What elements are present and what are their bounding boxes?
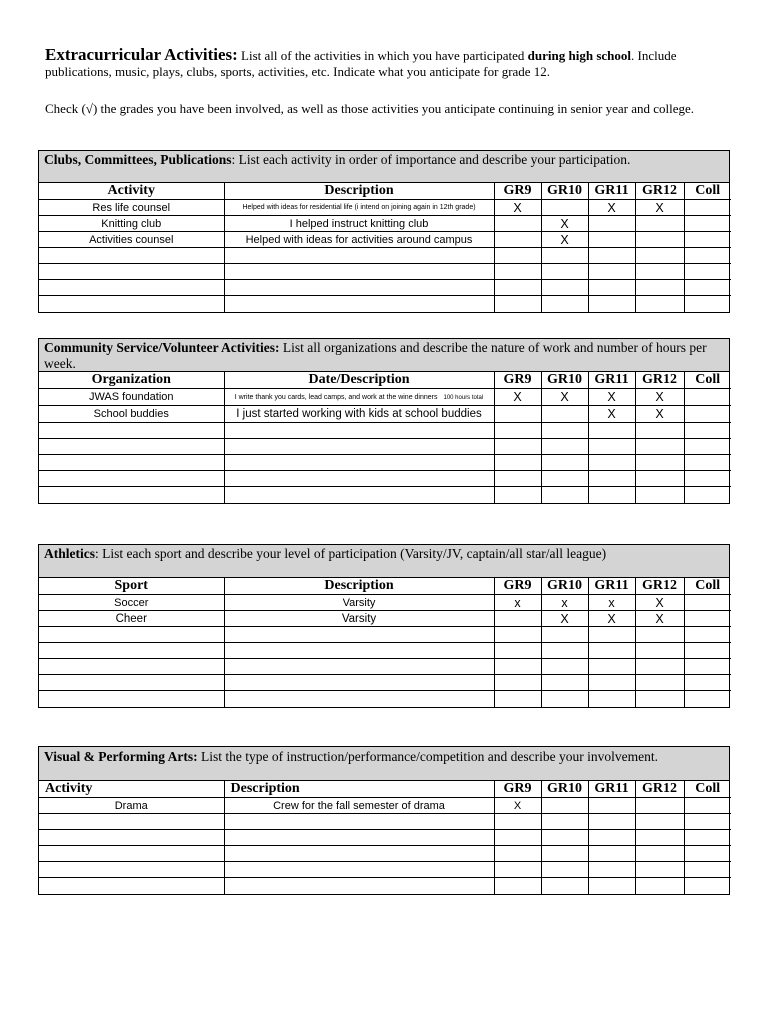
gr10-cell[interactable] — [541, 487, 588, 503]
description-cell[interactable] — [224, 814, 494, 830]
table-row — [39, 264, 731, 280]
check-text-a: Check ( — [45, 101, 86, 116]
gr12-cell[interactable] — [635, 659, 684, 675]
gr12-cell[interactable] — [635, 846, 684, 862]
col-description: Description — [224, 183, 494, 200]
coll-cell[interactable] — [684, 846, 731, 862]
gr9-cell[interactable] — [494, 455, 541, 471]
gr11-cell[interactable] — [588, 659, 635, 675]
athletics-header-row — [39, 578, 731, 595]
organization-cell[interactable]: School buddies — [39, 406, 224, 423]
gr11-cell[interactable]: X — [588, 611, 635, 627]
description-cell[interactable] — [224, 389, 494, 406]
gr11-cell[interactable] — [588, 296, 635, 312]
gr9-cell[interactable] — [494, 439, 541, 455]
gr10-cell[interactable] — [541, 675, 588, 691]
gr10-cell[interactable] — [541, 471, 588, 487]
gr10-cell[interactable] — [541, 798, 588, 814]
gr12-cell[interactable] — [635, 814, 684, 830]
gr9-cell[interactable] — [494, 675, 541, 691]
gr10-cell[interactable] — [541, 830, 588, 846]
gr12-cell[interactable] — [635, 643, 684, 659]
table-row — [39, 296, 731, 312]
sport-cell[interactable] — [39, 627, 224, 643]
coll-cell[interactable] — [684, 232, 731, 248]
coll-cell[interactable] — [684, 659, 731, 675]
gr11-cell[interactable] — [588, 280, 635, 296]
activity-cell[interactable] — [39, 248, 224, 264]
gr9-cell[interactable] — [494, 659, 541, 675]
description-cell[interactable] — [224, 878, 494, 894]
gr12-cell[interactable] — [635, 471, 684, 487]
coll-cell[interactable] — [684, 643, 731, 659]
coll-cell[interactable] — [684, 862, 731, 878]
gr12-cell[interactable]: X — [635, 611, 684, 627]
coll-cell[interactable] — [684, 611, 731, 627]
sport-cell[interactable]: Cheer — [39, 611, 224, 627]
col-gr9: GR9 — [494, 578, 541, 595]
gr9-cell[interactable] — [494, 296, 541, 312]
community-title: Community Service/Volunteer Activities: — [44, 340, 280, 355]
gr10-cell[interactable] — [541, 200, 588, 216]
gr9-cell[interactable] — [494, 280, 541, 296]
gr9-cell[interactable] — [494, 423, 541, 439]
check-instructions — [45, 101, 735, 117]
clubs-instruction: : List each activity in order of importance and describe your participation. — [231, 152, 631, 167]
gr12-cell[interactable] — [635, 232, 684, 248]
table-row — [39, 798, 731, 814]
col-gr11: GR11 — [588, 578, 635, 595]
activity-cell[interactable]: Knitting club — [39, 216, 224, 232]
gr10-cell[interactable] — [541, 627, 588, 643]
gr11-cell[interactable] — [588, 455, 635, 471]
gr10-cell[interactable]: X — [541, 232, 588, 248]
clubs-section — [38, 150, 730, 313]
coll-cell[interactable] — [684, 471, 731, 487]
col-activity: Activity — [39, 781, 224, 798]
coll-cell[interactable] — [684, 389, 731, 406]
arts-title: Visual & Performing Arts: — [44, 749, 198, 764]
col-sport: Sport — [39, 578, 224, 595]
gr9-cell[interactable] — [494, 216, 541, 232]
gr11-cell[interactable]: x — [588, 595, 635, 611]
athletics-header — [39, 545, 729, 578]
gr10-cell[interactable]: x — [541, 595, 588, 611]
gr11-cell[interactable] — [588, 675, 635, 691]
intro-bold-text: during high school — [527, 48, 631, 63]
table-row — [39, 471, 731, 487]
arts-table — [39, 781, 731, 894]
gr9-cell[interactable] — [494, 264, 541, 280]
title-colon: : — [232, 45, 238, 64]
gr12-cell[interactable]: X — [635, 389, 684, 406]
gr9-cell[interactable] — [494, 830, 541, 846]
col-gr11: GR11 — [588, 183, 635, 200]
activity-cell[interactable]: Res life counsel — [39, 200, 224, 216]
col-gr10: GR10 — [541, 578, 588, 595]
description-cell[interactable] — [224, 248, 494, 264]
description-cell[interactable]: I just started working with kids at school buddies — [224, 406, 494, 423]
gr12-cell[interactable] — [635, 216, 684, 232]
col-gr12: GR12 — [635, 372, 684, 389]
gr11-cell[interactable] — [588, 878, 635, 894]
col-coll: Coll — [684, 781, 731, 798]
arts-section — [38, 746, 730, 895]
col-gr10: GR10 — [541, 372, 588, 389]
check-mark-icon: √ — [85, 101, 93, 116]
coll-cell[interactable] — [684, 595, 731, 611]
description-cell[interactable] — [224, 423, 494, 439]
table-row — [39, 232, 731, 248]
community-header-row — [39, 372, 731, 389]
col-gr10: GR10 — [541, 183, 588, 200]
coll-cell[interactable] — [684, 439, 731, 455]
athletics-table — [39, 578, 731, 707]
clubs-table — [39, 183, 731, 312]
gr11-cell[interactable] — [588, 216, 635, 232]
gr12-cell[interactable] — [635, 248, 684, 264]
gr10-cell[interactable] — [541, 691, 588, 707]
table-row — [39, 691, 731, 707]
gr10-cell[interactable]: X — [541, 611, 588, 627]
community-instruction: List all organizations and describe the nature of work and number of hours per week. — [44, 340, 707, 371]
activity-cell[interactable] — [39, 830, 224, 846]
description-cell[interactable]: Helped with ideas for residential life (i intend on joining again in 12th grade) — [224, 200, 494, 216]
athletics-title: Athletics — [44, 546, 95, 561]
col-gr9: GR9 — [494, 781, 541, 798]
organization-cell[interactable] — [39, 471, 224, 487]
description-cell[interactable] — [224, 627, 494, 643]
gr11-cell[interactable] — [588, 627, 635, 643]
page-title: Extracurricular Activities — [45, 45, 233, 64]
gr11-cell[interactable] — [588, 232, 635, 248]
description-cell[interactable] — [224, 296, 494, 312]
col-gr9: GR9 — [494, 372, 541, 389]
gr11-cell[interactable] — [588, 798, 635, 814]
gr10-cell[interactable] — [541, 878, 588, 894]
table-row — [39, 487, 731, 503]
gr9-cell[interactable] — [494, 643, 541, 659]
intro-paragraph — [45, 47, 735, 80]
gr10-cell[interactable] — [541, 814, 588, 830]
gr11-cell[interactable] — [588, 862, 635, 878]
col-gr11: GR11 — [588, 372, 635, 389]
gr12-cell[interactable] — [635, 862, 684, 878]
gr12-cell[interactable] — [635, 439, 684, 455]
coll-cell[interactable] — [684, 200, 731, 216]
gr10-cell[interactable] — [541, 643, 588, 659]
gr12-cell[interactable]: X — [635, 406, 684, 423]
table-row — [39, 675, 731, 691]
gr10-cell[interactable] — [541, 455, 588, 471]
coll-cell[interactable] — [684, 406, 731, 423]
coll-cell[interactable] — [684, 830, 731, 846]
description-cell[interactable]: Helped with ideas for activities around campus — [224, 232, 494, 248]
table-row — [39, 389, 731, 406]
description-cell[interactable] — [224, 830, 494, 846]
gr10-cell[interactable]: X — [541, 389, 588, 406]
activity-cell[interactable] — [39, 862, 224, 878]
gr12-cell[interactable] — [635, 830, 684, 846]
gr11-cell[interactable] — [588, 643, 635, 659]
community-section — [38, 338, 730, 504]
organization-cell[interactable]: JWAS foundation — [39, 389, 224, 406]
table-row — [39, 595, 731, 611]
description-cell[interactable]: Varsity — [224, 595, 494, 611]
coll-cell[interactable] — [684, 691, 731, 707]
description-text: I write thank you cards, lead camps, and work at the wine dinners — [234, 393, 438, 401]
gr12-cell[interactable] — [635, 264, 684, 280]
col-coll: Coll — [684, 578, 731, 595]
col-activity: Activity — [39, 183, 224, 200]
activity-cell[interactable]: Drama — [39, 798, 224, 814]
table-row — [39, 216, 731, 232]
arts-header-row — [39, 781, 731, 798]
coll-cell[interactable] — [684, 423, 731, 439]
col-gr10: GR10 — [541, 781, 588, 798]
gr12-cell[interactable] — [635, 455, 684, 471]
coll-cell[interactable] — [684, 798, 731, 814]
table-row — [39, 200, 731, 216]
col-coll: Coll — [684, 372, 731, 389]
col-gr12: GR12 — [635, 578, 684, 595]
col-date-description: Date/Description — [224, 372, 494, 389]
gr11-cell[interactable] — [588, 691, 635, 707]
description-cell[interactable] — [224, 862, 494, 878]
sport-cell[interactable] — [39, 691, 224, 707]
description-cell[interactable] — [224, 439, 494, 455]
gr9-cell[interactable] — [494, 471, 541, 487]
description-cell[interactable] — [224, 691, 494, 707]
gr12-cell[interactable]: X — [635, 200, 684, 216]
gr11-cell[interactable] — [588, 248, 635, 264]
gr9-cell[interactable]: X — [494, 798, 541, 814]
gr9-cell[interactable] — [494, 846, 541, 862]
gr12-cell[interactable] — [635, 878, 684, 894]
athletics-section — [38, 544, 730, 708]
table-row — [39, 814, 731, 830]
gr9-cell[interactable] — [494, 232, 541, 248]
gr11-cell[interactable] — [588, 264, 635, 280]
gr9-cell[interactable]: X — [494, 389, 541, 406]
coll-cell[interactable] — [684, 280, 731, 296]
gr11-cell[interactable]: X — [588, 200, 635, 216]
table-row — [39, 659, 731, 675]
activity-cell[interactable] — [39, 878, 224, 894]
coll-cell[interactable] — [684, 455, 731, 471]
table-row — [39, 280, 731, 296]
description-cell[interactable] — [224, 487, 494, 503]
gr12-cell[interactable] — [635, 280, 684, 296]
table-row — [39, 439, 731, 455]
gr9-cell[interactable]: X — [494, 200, 541, 216]
community-header — [39, 339, 729, 372]
athletics-instruction: : List each sport and describe your level of participation (Varsity/JV, captain/all star/all league) — [95, 546, 607, 561]
gr12-cell[interactable] — [635, 798, 684, 814]
gr10-cell[interactable] — [541, 296, 588, 312]
table-row — [39, 627, 731, 643]
gr10-cell[interactable] — [541, 659, 588, 675]
gr12-cell[interactable] — [635, 423, 684, 439]
clubs-header-row — [39, 183, 731, 200]
gr10-cell[interactable] — [541, 264, 588, 280]
sport-cell[interactable]: Soccer — [39, 595, 224, 611]
coll-cell[interactable] — [684, 216, 731, 232]
description-cell[interactable] — [224, 659, 494, 675]
table-row — [39, 611, 731, 627]
coll-cell[interactable] — [684, 814, 731, 830]
gr12-cell[interactable] — [635, 627, 684, 643]
table-row — [39, 643, 731, 659]
gr10-cell[interactable] — [541, 280, 588, 296]
activity-cell[interactable] — [39, 280, 224, 296]
gr9-cell[interactable] — [494, 487, 541, 503]
table-row — [39, 878, 731, 894]
hours-text: 100 hours total — [443, 394, 484, 401]
gr10-cell[interactable] — [541, 423, 588, 439]
gr9-cell[interactable] — [494, 862, 541, 878]
table-row — [39, 830, 731, 846]
organization-cell[interactable] — [39, 487, 224, 503]
col-description: Description — [224, 781, 494, 798]
description-cell[interactable] — [224, 264, 494, 280]
description-cell[interactable] — [224, 643, 494, 659]
gr12-cell[interactable] — [635, 691, 684, 707]
activity-cell[interactable]: Activities counsel — [39, 232, 224, 248]
gr12-cell[interactable] — [635, 675, 684, 691]
gr11-cell[interactable] — [588, 814, 635, 830]
description-cell[interactable] — [224, 846, 494, 862]
col-coll: Coll — [684, 183, 731, 200]
description-cell[interactable] — [224, 280, 494, 296]
coll-cell[interactable] — [684, 675, 731, 691]
gr11-cell[interactable] — [588, 846, 635, 862]
activity-cell[interactable] — [39, 264, 224, 280]
activity-cell[interactable] — [39, 296, 224, 312]
gr12-cell[interactable] — [635, 487, 684, 503]
col-gr9: GR9 — [494, 183, 541, 200]
gr11-cell[interactable] — [588, 439, 635, 455]
intro-text-b: . Include publications, music, plays, clubs, sports, activities, etc. Indicate what you anticipate for grade 12. — [45, 48, 677, 79]
gr9-cell[interactable] — [494, 878, 541, 894]
table-row — [39, 248, 731, 264]
intro-text-a: List all of the activities in which you have participated — [237, 48, 528, 63]
clubs-header — [39, 151, 729, 183]
description-cell[interactable] — [224, 471, 494, 487]
gr12-cell[interactable] — [635, 296, 684, 312]
gr10-cell[interactable] — [541, 248, 588, 264]
col-gr12: GR12 — [635, 781, 684, 798]
gr11-cell[interactable] — [588, 487, 635, 503]
gr11-cell[interactable] — [588, 830, 635, 846]
arts-instruction: List the type of instruction/performance/competition and describe your involvement. — [197, 749, 658, 764]
coll-cell[interactable] — [684, 248, 731, 264]
table-row — [39, 455, 731, 471]
coll-cell[interactable] — [684, 487, 731, 503]
activity-cell[interactable] — [39, 814, 224, 830]
col-description: Description — [224, 578, 494, 595]
gr9-cell[interactable] — [494, 627, 541, 643]
description-cell[interactable]: Crew for the fall semester of drama — [224, 798, 494, 814]
description-cell[interactable]: Varsity — [224, 611, 494, 627]
gr10-cell[interactable]: X — [541, 216, 588, 232]
organization-cell[interactable] — [39, 455, 224, 471]
check-text-b: ) the grades you have been involved, as well as those activities you anticipate continuing in senior year and college. — [92, 101, 694, 116]
description-cell[interactable]: I helped instruct knitting club — [224, 216, 494, 232]
organization-cell[interactable] — [39, 439, 224, 455]
arts-header — [39, 747, 729, 781]
gr11-cell[interactable]: X — [588, 406, 635, 423]
gr10-cell[interactable] — [541, 862, 588, 878]
sport-cell[interactable] — [39, 643, 224, 659]
gr11-cell[interactable] — [588, 471, 635, 487]
gr9-cell[interactable] — [494, 248, 541, 264]
gr11-cell[interactable]: X — [588, 389, 635, 406]
gr10-cell[interactable] — [541, 406, 588, 423]
col-gr11: GR11 — [588, 781, 635, 798]
gr9-cell[interactable] — [494, 406, 541, 423]
table-row — [39, 862, 731, 878]
gr9-cell[interactable] — [494, 611, 541, 627]
table-row — [39, 423, 731, 439]
table-row — [39, 406, 731, 423]
col-organization: Organization — [39, 372, 224, 389]
coll-cell[interactable] — [684, 627, 731, 643]
gr11-cell[interactable] — [588, 423, 635, 439]
table-row — [39, 846, 731, 862]
gr9-cell[interactable] — [494, 691, 541, 707]
description-cell[interactable] — [224, 455, 494, 471]
sport-cell[interactable] — [39, 659, 224, 675]
organization-cell[interactable] — [39, 423, 224, 439]
coll-cell[interactable] — [684, 264, 731, 280]
gr9-cell[interactable] — [494, 814, 541, 830]
sport-cell[interactable] — [39, 675, 224, 691]
coll-cell[interactable] — [684, 296, 731, 312]
coll-cell[interactable] — [684, 878, 731, 894]
activity-cell[interactable] — [39, 846, 224, 862]
gr10-cell[interactable] — [541, 439, 588, 455]
gr10-cell[interactable] — [541, 846, 588, 862]
description-cell[interactable] — [224, 675, 494, 691]
clubs-title: Clubs, Committees, Publications — [44, 152, 232, 167]
col-gr12: GR12 — [635, 183, 684, 200]
community-table — [39, 372, 731, 503]
gr12-cell[interactable]: X — [635, 595, 684, 611]
gr9-cell[interactable]: x — [494, 595, 541, 611]
